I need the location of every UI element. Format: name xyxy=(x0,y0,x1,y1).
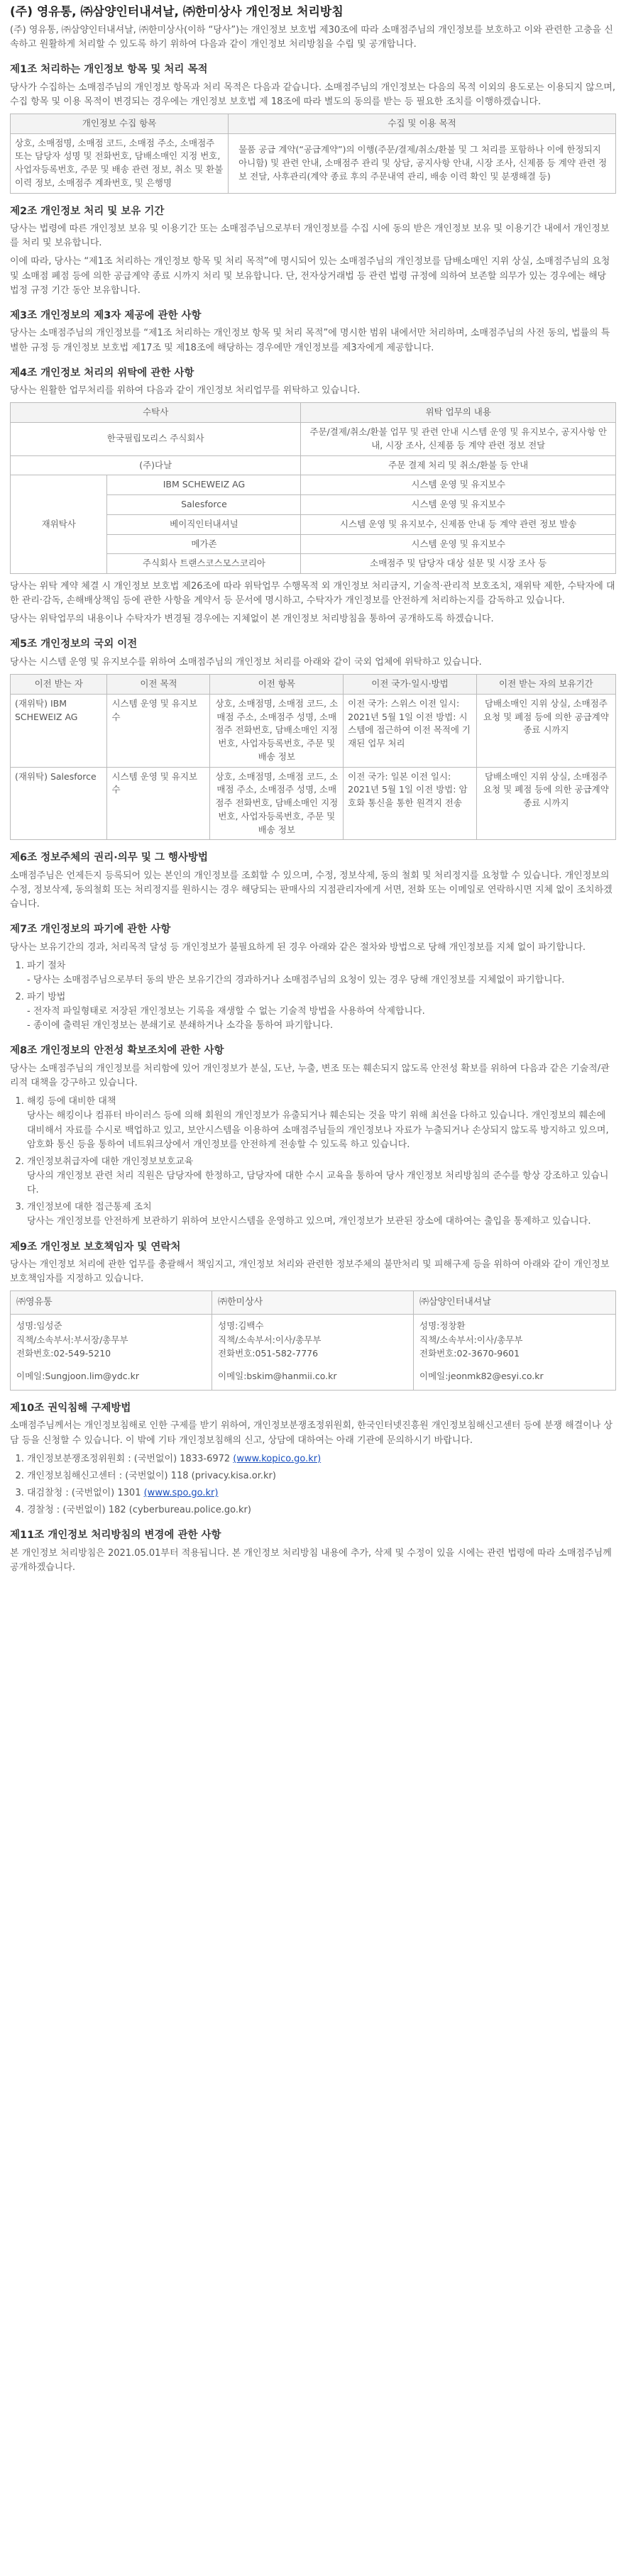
section-5-paragraph: 당사는 시스템 운영 및 유지보수를 위하여 소매점주님의 개인정보 처리를 아래와 같이 국외 업체에 위탁하고 있습니다. xyxy=(10,656,482,668)
agency-text: 대검찰청 : (국번없이) 1301 xyxy=(27,1487,141,1498)
section-11-title: 제11조 개인정보 처리방침의 변경에 관한 사항 xyxy=(10,1530,221,1542)
section-4-paragraph-3: 당사는 위탁업무의 내용이나 수탁자가 변경될 경우에는 지체없이 본 개인정보 처리방침을 통하여 공개하도록 하겠습니다. xyxy=(10,614,494,625)
overseas-transfer-table xyxy=(10,674,616,840)
trustee-task: 주문 결제 처리 및 취소/환불 등 안내 xyxy=(301,455,616,475)
sub-trustee-name: Salesforce xyxy=(107,495,301,515)
section-4-paragraph-1: 당사는 원활한 업무처리를 위하여 다음과 같이 개인정보 처리업무를 위탁하고 있습니다. xyxy=(10,385,361,397)
officer-position: 직책/소속부서:이사/총무부 xyxy=(419,1334,523,1345)
officer-name: 성명:임성준 xyxy=(16,1320,62,1332)
list-item-detail: 당사는 개인정보를 안전하게 보관하기 위하여 보안시스템을 운영하고 있으며, 개인정보가 보관된 장소에 대하여는 출입을 통제하고 있습니다. xyxy=(27,1216,591,1227)
section-2-title: 제2조 개인정보 처리 및 보유 기간 xyxy=(10,205,165,217)
security-measures-list xyxy=(27,1095,616,1229)
list-item xyxy=(27,1503,616,1518)
transfer-purpose: 시스템 운영 및 유지보수 xyxy=(107,767,210,840)
officer-company: ㈜삼양인터내셔날 xyxy=(414,1291,615,1315)
list-item-title: 2. 개인정보취급자에 대한 개인정보보호교육 xyxy=(27,1156,194,1167)
section-9-paragraph: 당사는 개인정보 처리에 관한 업무를 총괄해서 책임지고, 개인정보 처리와 관련한 정보주체의 불만처리 및 피해구제 등을 위하여 아래와 같이 개인정보 보호책임자를 지정하고 있습니다. xyxy=(10,1259,610,1285)
privacy-officer-contacts xyxy=(10,1290,616,1391)
section-10-title: 제10조 권익침해 구제방법 xyxy=(10,1402,131,1414)
officer-company: ㈜영유통 xyxy=(11,1291,212,1315)
section-4-title: 제4조 개인정보 처리의 위탁에 관한 사항 xyxy=(10,367,194,379)
list-item-detail: - 당사는 소매점주님으로부터 동의 받은 보유기간의 경과하거나 소매점주님의 요청이 있는 경우 당해 개인정보를 지체없이 파기합니다. xyxy=(27,974,565,985)
sub-trustee-task: 시스템 운영 및 유지보수 xyxy=(301,475,616,495)
transfer-method: 이전 국가: 일본 이전 일시: 2021년 5월 1일 이전 방법: 암호화 통신을 통한 원격지 전송 xyxy=(344,767,477,840)
officer-position: 직책/소속부서:이사/총무부 xyxy=(218,1334,322,1345)
table-row xyxy=(11,767,616,840)
section-9-title: 제9조 개인정보 보호책임자 및 연락처 xyxy=(10,1241,181,1253)
agency-text: 개인정보분쟁조정위원회 : (국번없이) 1833-6972 xyxy=(27,1453,231,1464)
table-row xyxy=(11,455,616,475)
section-2-paragraph-2: 이에 따라, 당사는 “제1조 처리하는 개인정보 항목 및 처리 목적”에 명시되어 있는 소매점주님의 개인정보를 담배소매인 지위 상실, 소매점주님의 요청 및 소매점 폐점 등에 의한 공급계약 종료 시까지 처리 및 보유합니다. 단, 전자상거래법 등 관련 법령 규정에 의하여 보존할 의무가 있는 경우에는 해당 법정 규정 기간 동안 보유합니다. xyxy=(10,256,610,296)
table-row xyxy=(11,423,616,456)
list-item xyxy=(27,959,616,988)
transfer-items: 상호, 소매점명, 소매점 코드, 소매점 주소, 소매점주 성명, 소매점주 전화번호, 담배소매인 지정 번호, 사업자등록번호, 주문 및 배송 정보 xyxy=(210,694,344,767)
section-6-title: 제6조 정보주체의 권리·의무 및 그 행사방법 xyxy=(10,852,208,864)
section-8-title: 제8조 개인정보의 안전성 확보조치에 관한 사항 xyxy=(10,1045,224,1057)
list-item-detail: - 전자적 파일형태로 저장된 개인정보는 기록을 재생할 수 없는 기술적 방법을 사용하여 삭제합니다. xyxy=(27,1006,425,1017)
table-header: 개인정보 수집 항목 xyxy=(11,114,229,133)
sub-trustee-task: 시스템 운영 및 유지보수 xyxy=(301,534,616,554)
transfer-receiver: (재위탁) Salesforce xyxy=(11,767,107,840)
section-2-paragraph-1: 당사는 법령에 따른 개인정보 보유 및 이용기간 또는 소매점주님으로부터 개인정보를 수집 시에 동의 받은 개인정보 보유 및 이용기간 내에서 개인정보를 처리 및 보유합니다. xyxy=(10,223,610,249)
officer-phone: 전화번호:02-3670-9601 xyxy=(419,1348,520,1359)
destruction-list xyxy=(27,959,616,1034)
table-header: 위탁 업무의 내용 xyxy=(301,403,616,423)
list-item xyxy=(27,990,616,1033)
section-1-paragraph: 당사가 수집하는 소매점주님의 개인정보 항목과 처리 목적은 다음과 같습니다. 소매점주님의 개인정보는 다음의 목적 이외의 용도로는 이용되지 않으며, 수집 항목 및 이용 목적이 변경되는 경우에는 개인정보 보호법 제 18조에 따라 별도의 동의를 받는 등 필요한 조치를 이행하겠습니다. xyxy=(10,82,615,107)
sub-trustee-task: 소매점주 및 담당자 대상 설문 및 시장 조사 등 xyxy=(301,554,616,574)
table-row xyxy=(11,475,616,495)
agency-link[interactable]: (www.kopico.go.kr) xyxy=(233,1453,322,1464)
trustee-name: (주)다날 xyxy=(11,455,301,475)
collected-items-cell: 상호, 소매점명, 소매점 코드, 소매점 주소, 소매점주 또는 담당자 성명 및 전화번호, 담배소매인 지정 번호, 사업자등록번호, 주문 및 배송 관련 정보, 취소 및 환불 이력 정보, 소매점주 계좌번호, 및 은행명 xyxy=(11,133,229,193)
transfer-purpose: 시스템 운영 및 유지보수 xyxy=(107,694,210,767)
table-header: 이전 받는 자 xyxy=(11,675,107,695)
section-5-title: 제5조 개인정보의 국외 이전 xyxy=(10,639,138,651)
list-item-detail: - 종이에 출력된 개인정보는 분쇄기로 분쇄하거나 소각을 통하여 파기합니다. xyxy=(27,1020,334,1032)
page-title: (주) 영유통, ㈜삼양인터내셔날, ㈜한미상사 개인정보 처리방침 xyxy=(10,5,344,19)
sub-trustee-task: 시스템 운영 및 유지보수 xyxy=(301,495,616,515)
agency-text: 경찰청 : (국번없이) 182 (cyberbureau.police.go.kr) xyxy=(27,1505,251,1516)
officer-name: 성명:김백수 xyxy=(218,1320,264,1332)
transfer-retention: 담배소매인 지위 상실, 소매점주 요청 및 폐점 등에 의한 공급계약 종료 시까지 xyxy=(476,694,615,767)
officer-phone: 전화번호:051-582-7776 xyxy=(218,1348,319,1359)
agency-text: 개인정보침해신고센터 : (국번없이) 118 (privacy.kisa.or.kr) xyxy=(27,1470,276,1481)
trustee-name: 한국필립모리스 주식회사 xyxy=(11,423,301,456)
table-header: 수탁사 xyxy=(11,403,301,423)
sub-trustee-name: IBM SCHEWEIZ AG xyxy=(107,475,301,495)
table-header: 수집 및 이용 목적 xyxy=(229,114,616,133)
section-3-paragraph: 당사는 소매점주님의 개인정보를 “제1조 처리하는 개인정보 항목 및 처리 목적”에 명시한 범위 내에서만 처리하며, 소매점주님의 사전 동의, 법률의 특별한 규정 등 개인정보 보호법 제17조 및 제18조에 해당하는 경우에만 개인정보를 제3자에게 제공합니다. xyxy=(10,328,610,353)
list-item-detail: 당사는 해킹이나 컴퓨터 바이러스 등에 의해 회원의 개인정보가 유출되거나 훼손되는 것을 막기 위해 최선을 다하고 있습니다. 개인정보의 훼손에 대비해서 자료를 수시로 백업하고 있고, 보안시스템을 이용하여 소매점주님들의 개인정보나 자료가 누출되거나 손상되지 않도록 방지하고 있으며, 암호화 통신 등을 통하여 네트워크상에서 개인정보를 안전하게 전송할 수 있도록 하고 있습니다. xyxy=(27,1110,609,1150)
officer-name: 성명:정창환 xyxy=(419,1320,466,1332)
list-item xyxy=(27,1155,616,1198)
officer-email: 이메일:Sungjoon.lim@ydc.kr xyxy=(16,1370,139,1381)
section-7-paragraph: 당사는 보유기간의 경과, 처리목적 달성 등 개인정보가 불필요하게 된 경우 아래와 같은 절차와 방법으로 당해 개인정보를 지체 없이 파기합니다. xyxy=(10,941,586,953)
sub-trustee-name: 베이직인터내셔널 xyxy=(107,514,301,534)
table-header: 이전 국가·일시·방법 xyxy=(344,675,477,695)
list-item xyxy=(27,1095,616,1152)
officer-email: 이메일:jeonmk82@esyi.co.kr xyxy=(419,1370,544,1381)
list-item xyxy=(27,1452,616,1466)
trustee-task: 주문/결제/취소/환불 업무 및 관련 안내 시스템 운영 및 유지보수, 공지사항 안내, 시장 조사, 신제품 등 계약 관련 정보 전달 xyxy=(301,423,616,456)
list-item xyxy=(27,1469,616,1483)
policy-document xyxy=(10,4,616,1575)
table-header: 이전 받는 자의 보유기간 xyxy=(476,675,615,695)
section-1-title: 제1조 처리하는 개인정보 항목 및 처리 목적 xyxy=(10,64,208,76)
transfer-items: 상호, 소매점명, 소매점 코드, 소매점 주소, 소매점주 성명, 소매점주 전화번호, 담배소매인 지정 번호, 사업자등록번호, 주문 및 배송 정보 xyxy=(210,767,344,840)
section-6-paragraph: 소매점주님은 언제든지 등록되어 있는 본인의 개인정보를 조회할 수 있으며, 수정, 정보삭제, 동의 철회 및 처리정지를 요청할 수 있습니다. 개인정보의 수정, 정보삭제, 동의철회 또는 처리정지를 원하시는 경우 해당되는 판매사의 지점관리자에게 서면, 전화 또는 이메일로 연락하시면 지체 없이 조치하겠습니다. xyxy=(10,870,613,910)
list-item-detail: 당사의 개인정보 관련 처리 직원은 담당자에 한정하고, 담당자에 대한 수시 교육을 통하여 당사 개인정보 처리방침의 준수를 항상 강조하고 있습니다. xyxy=(27,1170,609,1196)
section-11-paragraph: 본 개인정보 처리방침은 2021.05.01부터 적용됩니다. 본 개인정보 처리방침 내용에 추가, 삭제 및 수정이 있을 시에는 관련 법령에 따라 소매점주님께 공개하겠습니다. xyxy=(10,1547,612,1573)
list-item-title: 1. 해킹 등에 대비한 대책 xyxy=(27,1096,116,1107)
collection-purpose-cell: 물품 공급 계약(“공급계약”)의 이행(주문/결제/취소/환불 및 그 처리를 포함하나 이에 한정되지 아니함) 및 관련 안내, 소매점주 관리 및 상담, 공지사항 안내, 시장 조사, 신제품 등 계약 관련 정보 전달, 사후관리(계약 종료 후의 주문내역 관리, 배송 이력 확인 및 분쟁해결 등) xyxy=(229,133,616,193)
section-7-title: 제7조 개인정보의 파기에 관한 사항 xyxy=(10,924,171,936)
remedy-agencies-list xyxy=(27,1452,616,1518)
transfer-method: 이전 국가: 스위스 이전 일시: 2021년 5월 1일 이전 방법: 시스템에 접근하여 이전 목적에 기재된 업무 처리 xyxy=(344,694,477,767)
sub-trustee-name: 메가존 xyxy=(107,534,301,554)
officer-card xyxy=(414,1291,615,1390)
table-header: 이전 목적 xyxy=(107,675,210,695)
section-10-paragraph: 소매점주님께서는 개인정보침해로 인한 구제를 받기 위하여, 개인정보분쟁조정위원회, 한국인터넷진흥원 개인정보침해신고센터 등에 분쟁 해결이나 상담 등을 신청할 수 있습니다. 이 밖에 기타 개인정보침해의 신고, 상담에 대하여는 아래 기관에 문의하시기 바랍니다. xyxy=(10,1420,613,1446)
officer-company: ㈜한미상사 xyxy=(212,1291,413,1315)
section-3-title: 제3조 개인정보의 제3자 제공에 관한 사항 xyxy=(10,309,202,321)
sub-trustee-group-label: 재위탁사 xyxy=(11,475,107,574)
officer-card xyxy=(11,1291,212,1390)
section-4-paragraph-2: 당사는 위탁 계약 체결 시 개인정보 보호법 제26조에 따라 위탁업무 수행목적 외 개인정보 처리금지, 기술적·관리적 보호조치, 재위탁 제한, 수탁자에 대한 관리·감독, 손해배상책임 등에 관한 사항을 계약서 등 문서에 명시하고, 수탁자가 개인정보를 안전하게 처리하는지를 감독하고 있습니다. xyxy=(10,581,615,607)
list-item-title: 3. 개인정보에 대한 접근통제 조치 xyxy=(27,1202,152,1213)
list-item-title: 1. 파기 절차 xyxy=(27,960,66,971)
list-item xyxy=(27,1486,616,1500)
table-header: 이전 항목 xyxy=(210,675,344,695)
agency-link[interactable]: (www.spo.go.kr) xyxy=(143,1487,219,1498)
sub-trustee-name: 주식회사 트랜스코스모스코리아 xyxy=(107,554,301,574)
transfer-retention: 담배소매인 지위 상실, 소매점주 요청 및 폐점 등에 의한 공급계약 종료 시까지 xyxy=(476,767,615,840)
intro-paragraph: (주) 영유통, ㈜삼양인터내셔날, ㈜한미상사(이하 “당사”)는 개인정보 보호법 제30조에 따라 소매점주님의 개인정보를 보호하고 이와 관련한 고충을 신속하고 원활하게 처리할 수 있도록 하기 위하여 다음과 같이 개인정보 처리방침을 수립 및 공개합니다. xyxy=(10,24,613,50)
table-row xyxy=(11,694,616,767)
transfer-receiver: (재위탁) IBM SCHEWEIZ AG xyxy=(11,694,107,767)
collected-items-table xyxy=(10,114,616,194)
outsourcing-table xyxy=(10,402,616,574)
officer-card xyxy=(212,1291,414,1390)
officer-email: 이메일:bskim@hanmii.co.kr xyxy=(218,1370,337,1381)
section-8-paragraph: 당사는 소매점주님의 개인정보를 처리함에 있어 개인정보가 분실, 도난, 누출, 변조 또는 훼손되지 않도록 안전성 확보를 위하여 다음과 같은 기술적/관리적 대책을 강구하고 있습니다. xyxy=(10,1063,610,1089)
officer-position: 직책/소속부서:부서장/총무부 xyxy=(16,1334,128,1345)
officer-phone: 전화번호:02-549-5210 xyxy=(16,1348,111,1359)
sub-trustee-task: 시스템 운영 및 유지보수, 신제품 안내 등 계약 관련 정보 발송 xyxy=(301,514,616,534)
list-item-title: 2. 파기 방법 xyxy=(27,992,66,1003)
list-item xyxy=(27,1200,616,1229)
